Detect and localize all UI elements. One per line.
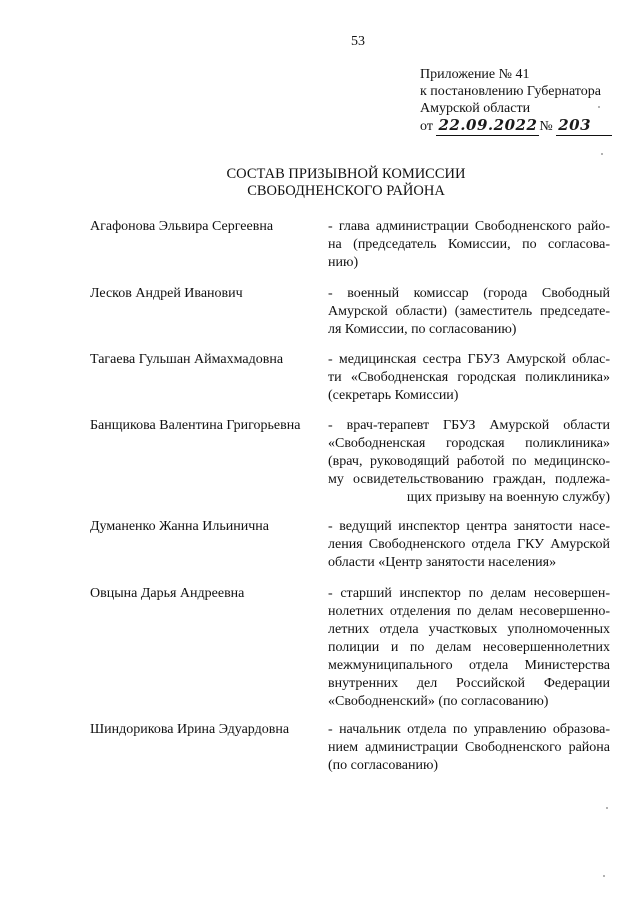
role-line: - военный комиссар (города Свободный	[328, 286, 610, 301]
role-line: - старший инспектор по делам несовершен-	[328, 586, 610, 601]
role-line: (секретарь Комиссии)	[328, 388, 459, 403]
title-line-1: СОСТАВ ПРИЗЫВНОЙ КОМИССИИ	[226, 166, 466, 182]
role-line: му освидетельствованию граждан, подлежа-	[328, 472, 610, 487]
role-line: (врач, руководящий работой по медицинско-	[328, 454, 610, 469]
scan-speck	[606, 807, 608, 809]
role-line: - начальник отдела по управлению образова-	[328, 722, 610, 737]
role-line: (по согласованию)	[328, 758, 439, 773]
handwritten-date: 22.09.2022	[438, 116, 538, 134]
appendix-resolution-ref: к постановлению Губернатора	[420, 84, 601, 99]
member-name: Лесков Андрей Иванович	[90, 286, 243, 301]
role-line: полиции и по делам несовершеннолетних	[328, 640, 610, 655]
role-line: межмуниципального отдела Министерства	[328, 658, 610, 673]
member-name: Думаненко Жанна Ильинична	[90, 519, 269, 534]
member-name: Банщикова Валентина Григорьевна	[90, 418, 301, 433]
member-role	[328, 285, 610, 339]
role-line: нием администрации Свободненского района	[328, 740, 610, 755]
role-line: летних отдела участковых уполномоченных	[328, 622, 610, 637]
member-role	[328, 218, 610, 272]
role-line: - ведущий инспектор центра занятости насе-	[328, 519, 610, 534]
scan-speck	[601, 153, 603, 155]
role-line: «Свободненская городская поликлиника»	[328, 436, 610, 451]
member-role	[328, 585, 610, 711]
role-line: ля Комиссии, по согласованию)	[328, 322, 517, 337]
role-line: щих призыву на военную службу)	[406, 490, 610, 505]
appendix-region: Амурской области	[420, 101, 531, 116]
role-line: нолетних отделения по делам несовершенно-	[328, 604, 610, 619]
member-role	[328, 518, 610, 572]
role-line: - глава администрации Свободненского райо-	[328, 219, 610, 234]
appendix-date-number	[420, 117, 612, 137]
date-prefix: от	[420, 119, 433, 134]
member-name: Овцына Дарья Андреевна	[90, 586, 245, 601]
role-line: внутренних дел Российской Федерации	[328, 676, 610, 691]
member-role	[328, 417, 610, 507]
role-line: нию)	[328, 255, 359, 270]
appendix-block	[420, 66, 612, 137]
appendix-title: Приложение № 41	[420, 67, 530, 82]
role-line: - врач-терапевт ГБУЗ Амурской области	[328, 418, 610, 433]
scan-speck	[598, 106, 600, 108]
member-role	[328, 351, 610, 405]
role-line: ти «Свободненская городская поликлиника»	[328, 370, 610, 385]
role-line: Амурской области) (заместитель председате-	[328, 304, 610, 319]
member-name: Тагаева Гульшан Аймахмадовна	[90, 352, 284, 367]
role-line: - медицинская сестра ГБУЗ Амурской облас-	[328, 352, 610, 367]
number-field	[556, 117, 612, 136]
role-line: на (председатель Комиссии, по согласова-	[328, 237, 610, 252]
handwritten-number: 203	[558, 116, 592, 134]
commission-title	[0, 166, 640, 200]
member-name: Агафонова Эльвира Сергеевна	[90, 219, 274, 234]
role-line: «Свободненский» (по согласованию)	[328, 694, 549, 709]
role-line: области «Центр занятости населения»	[328, 555, 557, 570]
scan-speck	[603, 875, 605, 877]
title-line-2: СВОБОДНЕНСКОГО РАЙОНА	[247, 183, 445, 199]
member-role	[328, 721, 610, 775]
member-name: Шиндорикова Ирина Эдуардовна	[90, 722, 290, 737]
page-number: 53	[351, 34, 365, 49]
role-line: ления Свободненского отдела ГКУ Амурской	[328, 537, 610, 552]
number-label: №	[539, 119, 553, 134]
date-field	[436, 117, 539, 136]
